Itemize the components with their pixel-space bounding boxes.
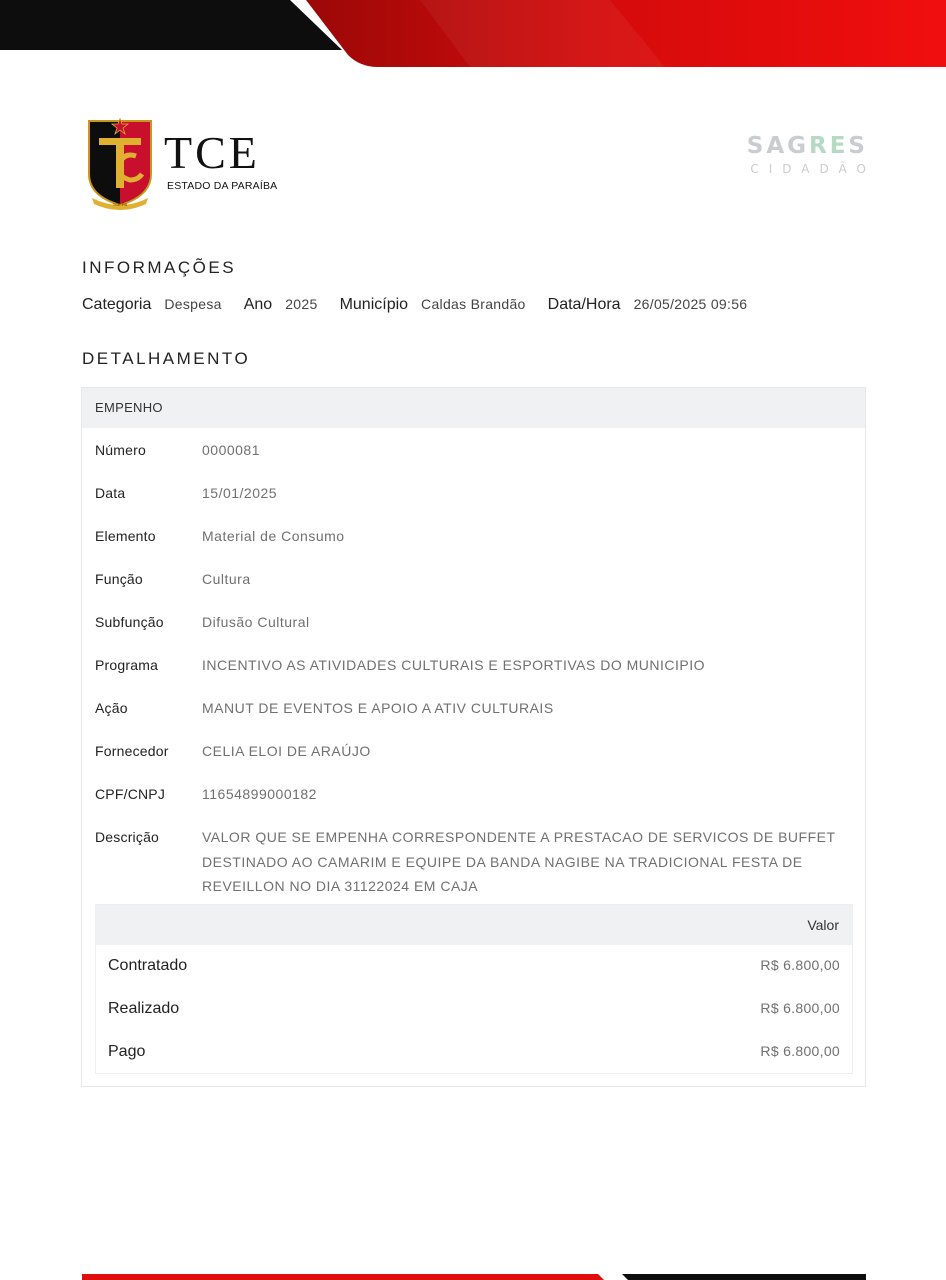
detail-row-numero xyxy=(95,440,845,463)
sagres-subtitle: CIDADÃO xyxy=(750,162,876,176)
crest-ribbon-text: TCE PB xyxy=(112,202,128,207)
detail-label: Número xyxy=(95,442,146,458)
info-heading: INFORMAÇÕES xyxy=(82,258,237,277)
detail-row-programa xyxy=(95,655,845,678)
detail-value: Material de Consumo xyxy=(202,528,345,544)
sagres-title: SAGRES xyxy=(746,133,868,159)
detail-row-data xyxy=(95,483,845,506)
detail-row-elemento xyxy=(95,526,845,549)
detail-value: Difusão Cultural xyxy=(202,614,310,630)
value-label: Contratado xyxy=(108,957,188,974)
municipio-value: Caldas Brandão xyxy=(421,296,526,312)
logo-title: TCE xyxy=(164,127,260,178)
value-label: Pago xyxy=(108,1043,146,1060)
value-amount: R$ 6.800,00 xyxy=(760,1043,840,1059)
datahora-label: Data/Hora xyxy=(547,296,621,313)
detail-value: INCENTIVO AS ATIVIDADES CULTURAIS E ESPORTIVAS DO MUNICIPIO xyxy=(202,657,705,673)
detail-value: 15/01/2025 xyxy=(202,485,278,501)
empenho-card xyxy=(81,387,866,1087)
value-label: Realizado xyxy=(108,1000,180,1017)
detail-row-acao xyxy=(95,698,845,721)
logo-subtitle: ESTADO DA PARAÍBA xyxy=(167,180,278,192)
info-row xyxy=(82,296,769,314)
detail-value: Cultura xyxy=(202,571,251,587)
top-banner xyxy=(0,0,946,70)
detail-label: Subfunção xyxy=(95,614,164,630)
detail-row-fornecedor xyxy=(95,741,845,764)
bottom-banner xyxy=(0,1266,946,1280)
detail-row-cpf-cnpj xyxy=(95,784,845,807)
detail-label: Elemento xyxy=(95,528,156,544)
detail-label: Descrição xyxy=(95,829,160,845)
detail-value: VALOR QUE SE EMPENHA CORRESPONDENTE A PRESTACAO DE SERVICOS DE BUFFET DESTINADO AO CAMARIM E EQUIPE DA BANDA NAGIBE NA TRADICIONAL FESTA DE REVEILLON NO DIA 31122024 EM CAJA xyxy=(202,829,836,894)
detail-label: Ação xyxy=(95,700,128,716)
detail-label: Data xyxy=(95,485,126,501)
detail-label: Fornecedor xyxy=(95,743,169,759)
detail-list xyxy=(95,440,845,919)
categoria-value: Despesa xyxy=(164,296,222,312)
value-row-pago xyxy=(96,1031,852,1074)
values-header: Valor xyxy=(96,905,852,945)
value-row-contratado xyxy=(96,945,852,988)
value-amount: R$ 6.800,00 xyxy=(760,957,840,973)
detail-value: 0000081 xyxy=(202,442,261,458)
detail-row-subfuncao xyxy=(95,612,845,635)
categoria-label: Categoria xyxy=(82,296,152,313)
tce-logo xyxy=(86,118,276,210)
empenho-card-title: EMPENHO xyxy=(82,388,865,428)
detail-label: CPF/CNPJ xyxy=(95,786,166,802)
ano-label: Ano xyxy=(243,296,273,313)
ano-value: 2025 xyxy=(285,296,318,312)
sagres-brand xyxy=(728,132,876,176)
detail-label: Função xyxy=(95,571,143,587)
value-row-realizado xyxy=(96,988,852,1031)
detail-value: 11654899000182 xyxy=(202,786,317,802)
municipio-label: Município xyxy=(339,296,409,313)
detail-value: MANUT DE EVENTOS E APOIO A ATIV CULTURAIS xyxy=(202,700,554,716)
datahora-value: 26/05/2025 09:56 xyxy=(633,296,748,312)
detail-row-descricao xyxy=(95,827,845,899)
detail-label: Programa xyxy=(95,657,159,673)
tce-crest-icon xyxy=(86,118,154,210)
detail-value: CELIA ELOI DE ARAÚJO xyxy=(202,743,371,759)
values-table xyxy=(95,904,853,1074)
detail-row-funcao xyxy=(95,569,845,592)
detail-heading: DETALHAMENTO xyxy=(82,349,251,368)
value-amount: R$ 6.800,00 xyxy=(760,1000,840,1016)
